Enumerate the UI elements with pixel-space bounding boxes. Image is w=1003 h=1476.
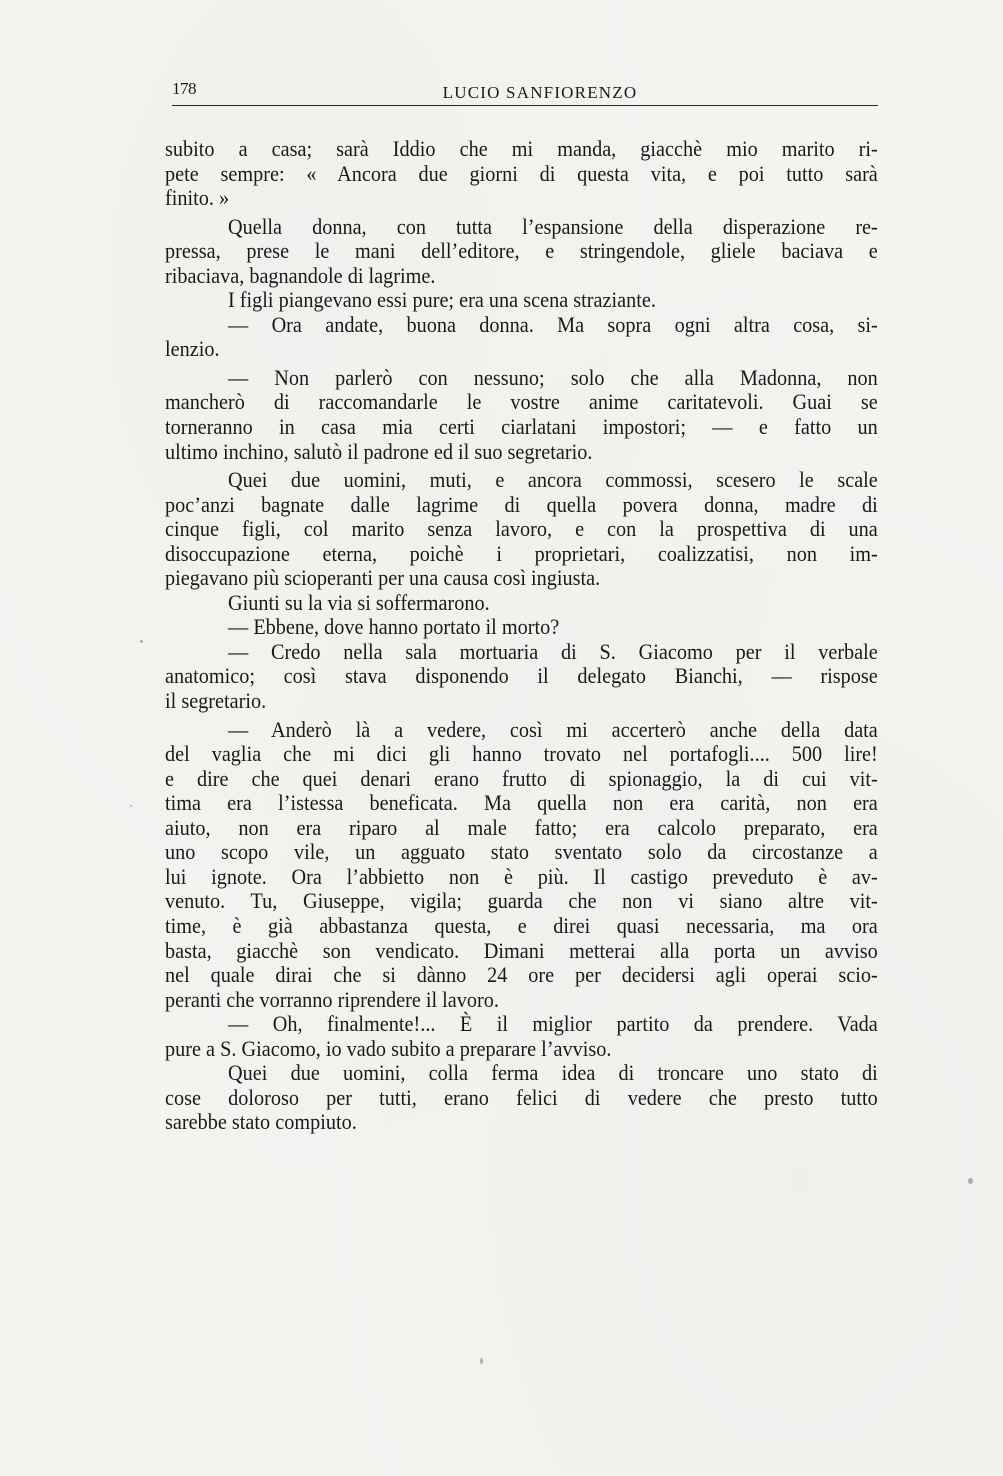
text-line: piegavano più scioperanti per una causa così ingiusta. bbox=[165, 565, 601, 591]
text-line: I figli piangevano essi pure; era una scena straziante. bbox=[228, 287, 656, 313]
text-line: pressa, prese le mani dell’editore, e stringendole, gliele baciava e bbox=[165, 238, 878, 264]
text-line: — Non parlerò con nessuno; solo che alla Madonna, non bbox=[228, 364, 878, 390]
text-line: lui ignote. Ora l’abbietto non è più. Il castigo preveduto è av- bbox=[165, 863, 878, 889]
text-line: uno scopo vile, un agguato stato sventato solo da circostanze a bbox=[165, 839, 878, 865]
page-number: 178 bbox=[172, 79, 196, 98]
text-line: Quei due uomini, colla ferma idea di troncare uno stato di bbox=[228, 1060, 878, 1086]
text-line: cose doloroso per tutti, erano felici di vedere che presto tutto bbox=[165, 1084, 878, 1110]
text-line: disoccupazione eterna, poichè i proprietari, coalizzatisi, non im- bbox=[165, 540, 878, 566]
text-line: ultimo inchino, salutò il padrone ed il suo segretario. bbox=[165, 438, 593, 464]
text-line: aiuto, non era riparo al male fatto; era calcolo preparato, era bbox=[165, 814, 878, 840]
body-text bbox=[165, 137, 878, 1135]
text-line: Quella donna, con tutta l’espansione della disperazione re- bbox=[228, 213, 878, 239]
text-line: torneranno in casa mia certi ciarlatani impostori; — e fatto un bbox=[165, 414, 878, 440]
text-line: — Oh, finalmente!... È il miglior partito da prendere. Vada bbox=[228, 1011, 878, 1037]
text-line: lenzio. bbox=[165, 336, 220, 362]
text-line: pete sempre: « Ancora due giorni di questa vita, e poi tutto sarà bbox=[165, 160, 878, 186]
text-line: il segretario. bbox=[165, 688, 267, 714]
text-line: subito a casa; sarà Iddio che mi manda, giacchè mio marito ri- bbox=[165, 136, 878, 161]
text-line: — Anderò là a vedere, così mi accerterò anche della data bbox=[228, 716, 878, 742]
scan-speck bbox=[130, 805, 132, 807]
text-line: sarebbe stato compiuto. bbox=[165, 1109, 357, 1135]
text-line: pure a S. Giacomo, io vado subito a preparare l’avviso. bbox=[165, 1035, 612, 1061]
text-line: peranti che vorranno riprendere il lavoro. bbox=[165, 986, 499, 1012]
text-line: venuto. Tu, Giuseppe, vigila; guarda che non vi siano altre vit- bbox=[165, 888, 878, 914]
text-line: — Ora andate, buona donna. Ma sopra ogni altra cosa, si- bbox=[228, 311, 878, 337]
text-line: del vaglia che mi dici gli hanno trovato nel portafogli.... 500 lire! bbox=[165, 741, 878, 767]
header-rule bbox=[172, 105, 878, 106]
running-head bbox=[172, 79, 878, 107]
text-line: mancherò di raccomandarle le vostre anime caritatevoli. Guai se bbox=[165, 389, 878, 415]
text-line: nel quale dirai che si dànno 24 ore per decidersi agli operai scio- bbox=[165, 962, 878, 988]
text-line: anatomico; così stava disponendo il delegato Bianchi, — rispose bbox=[165, 663, 878, 689]
scan-speck bbox=[140, 640, 143, 643]
scan-speck bbox=[968, 1178, 973, 1184]
text-line: tima era l’istessa beneficata. Ma quella non era carità, non era bbox=[165, 790, 878, 816]
running-title: LUCIO SANFIORENZO bbox=[442, 83, 638, 102]
text-line: basta, giacchè son vendicato. Dimani metterai alla porta un avviso bbox=[165, 937, 878, 963]
text-line: — Credo nella sala mortuaria di S. Giacomo per il verbale bbox=[228, 638, 878, 664]
text-line: ribaciava, bagnandole di lagrime. bbox=[165, 262, 436, 288]
scan-speck bbox=[480, 1358, 483, 1364]
text-line: Quei due uomini, muti, e ancora commossi, scesero le scale bbox=[228, 467, 878, 493]
text-line: finito. » bbox=[165, 185, 230, 211]
text-line: e dire che quei denari erano frutto di spionaggio, la di cui vit- bbox=[165, 765, 878, 791]
text-line: time, è già abbastanza questa, e direi quasi necessaria, ma ora bbox=[165, 912, 878, 938]
text-line: cinque figli, col marito senza lavoro, e con la prospettiva di una bbox=[165, 516, 878, 542]
text-line: Giunti su la via si soffermarono. bbox=[228, 589, 490, 615]
text-line: poc’anzi bagnate dalle lagrime di quella povera donna, madre di bbox=[165, 491, 878, 517]
text-line: — Ebbene, dove hanno portato il morto? bbox=[228, 614, 560, 640]
